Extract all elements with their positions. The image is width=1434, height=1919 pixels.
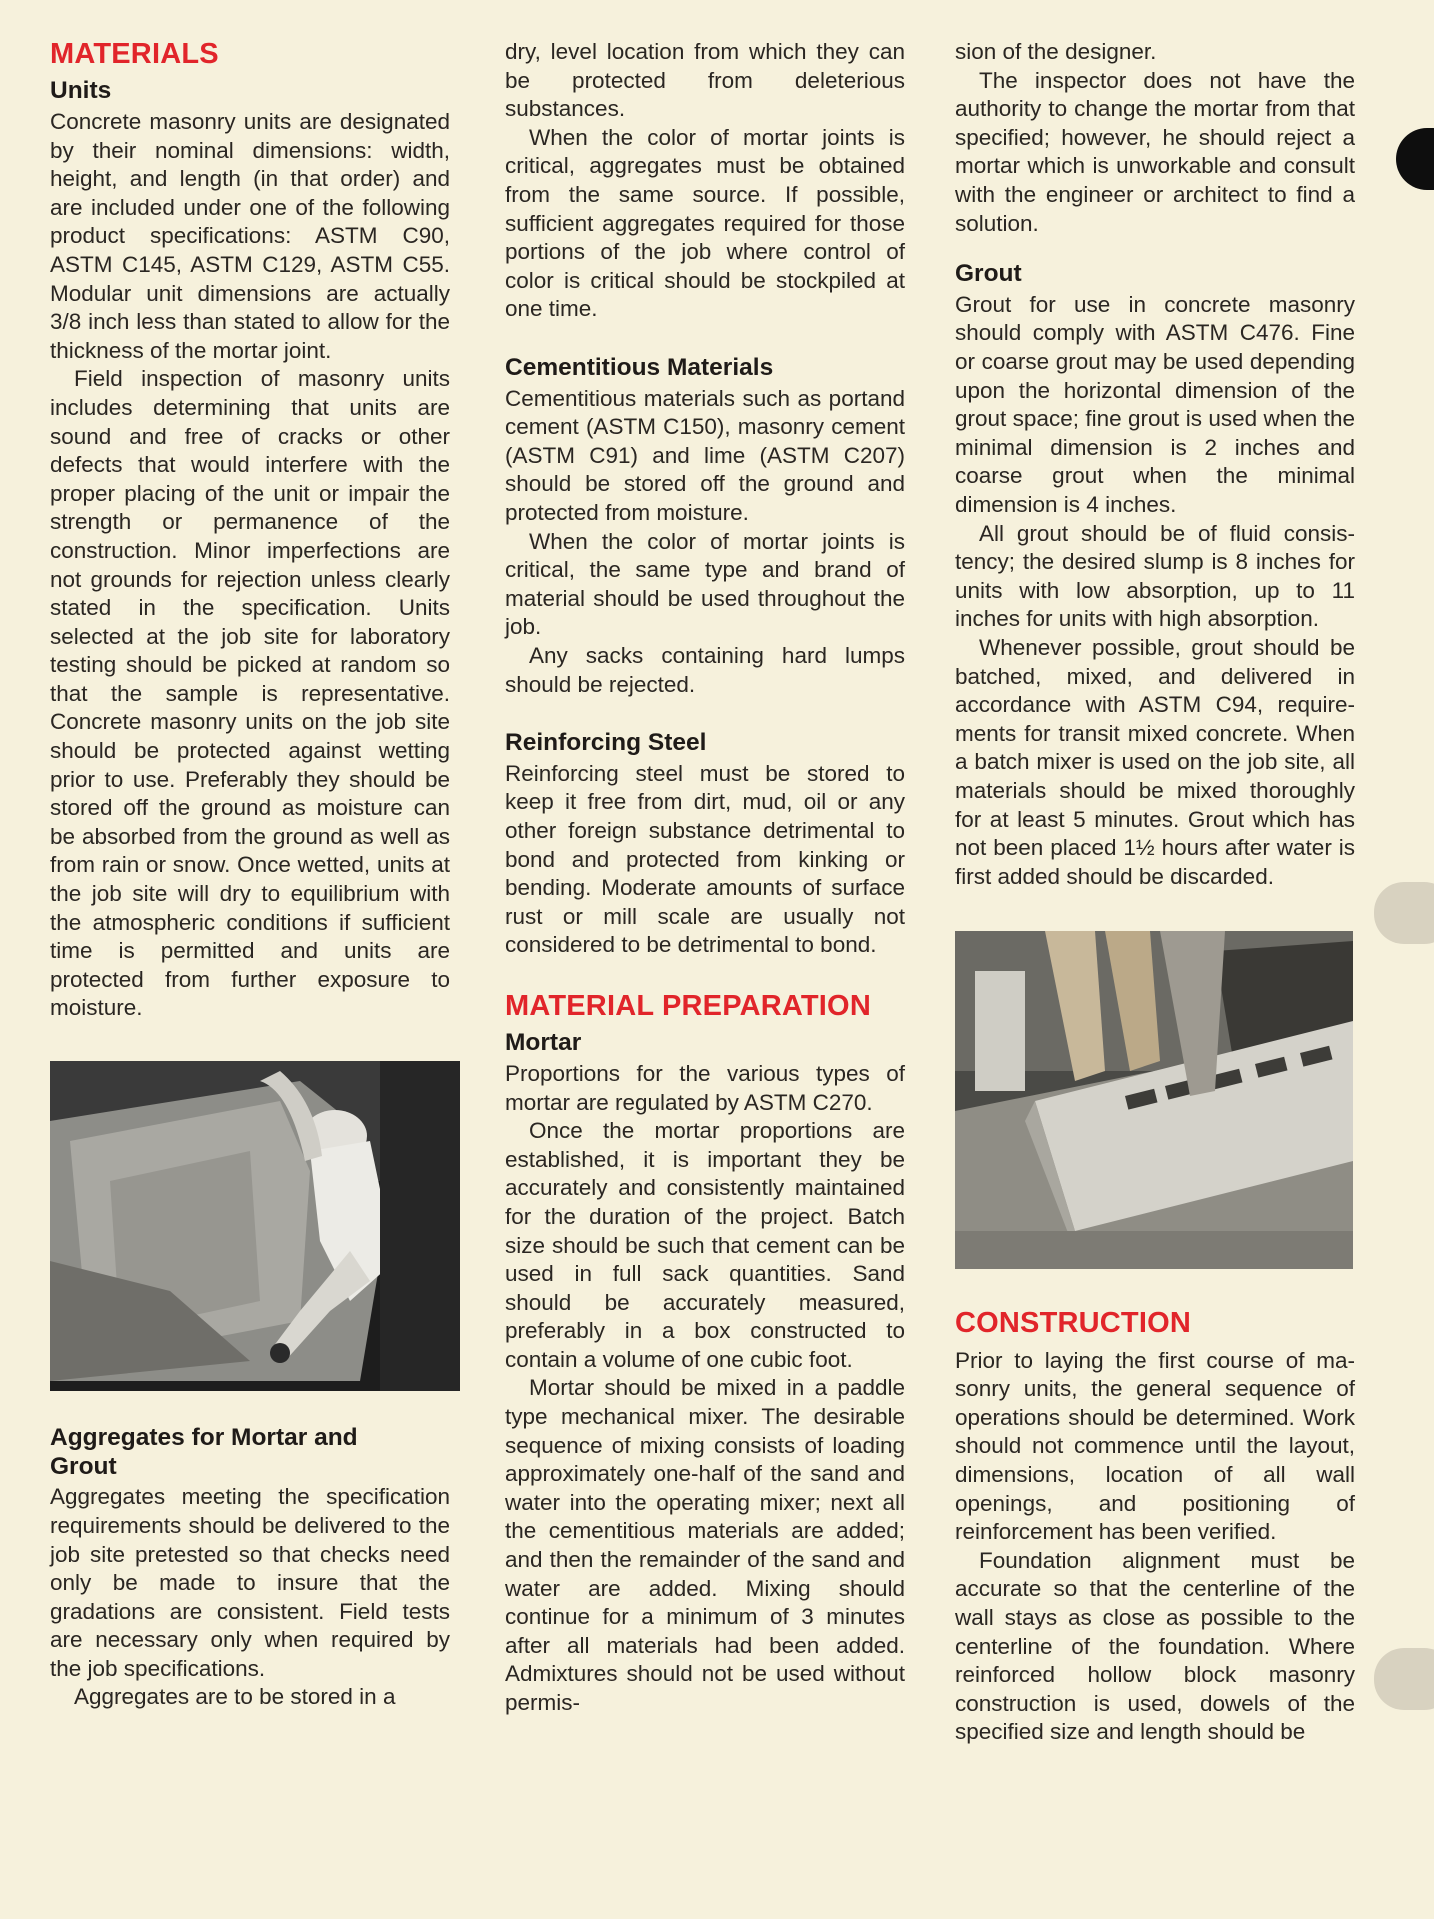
cementitious-heading: Cementitious Materials xyxy=(505,353,774,381)
edge-tab-grey-1 xyxy=(1374,882,1434,944)
covered-masonry-units-photo xyxy=(50,1061,460,1391)
aggregates-heading xyxy=(50,1424,450,1481)
aggregates-paragraph-2-continued: dry, level location from which they can be protected from deleterious substances. xyxy=(505,39,905,122)
cementitious-paragraph-1: Cementitious materials such as portand cement (ASTM C150), masonry cement (ASTM C91) and lime (ASTM C207) should be stored off the ground and protected from moisture. xyxy=(505,385,905,525)
edge-tab-black xyxy=(1396,128,1434,190)
mortar-heading: Mortar xyxy=(505,1029,582,1057)
construction-heading: CONSTRUCTION xyxy=(955,1307,1192,1340)
grout-heading: Grout xyxy=(955,260,1022,288)
reinforcing-heading: Reinforcing Steel xyxy=(505,729,707,757)
materials-heading: MATERIALS xyxy=(50,38,219,70)
reinforcing-paragraph-1: Reinforcing steel must be stored to keep it free from dirt, mud, oil or any other foreign substance detrimental to bond and protected from kinking or bending. Moderate amounts of surface rust or mill scale are usually not considered to be detrimental to bond. xyxy=(505,760,905,958)
grout-paragraph-3: Whenever possible, grout should be batched, mixed, and delivered in accordance with ASTM C94, requirements for transit mixed concrete. When a batch mixer is used on the job site, all materials should be mixed thoroughly for at least 5 minutes. Grout which has not been placed 1½ hours after water is first added should be discarded. xyxy=(955,634,1355,889)
cementitious-paragraph-3: Any sacks containing hard lumps should be rejected. xyxy=(505,642,905,697)
column-2 xyxy=(505,38,905,1718)
material-preparation-heading: MATERIAL PREPARATION xyxy=(505,989,871,1022)
grout-paragraph-2: All grout should be of fluid consistency; the desired slump is 8 inches for units with low absorption, up to 11 inches for units with high absorption. xyxy=(955,520,1355,632)
foundation-blocks-photo xyxy=(955,931,1353,1269)
mortar-paragraph-1: Proportions for the various types of mortar are regulated by ASTM C270. xyxy=(505,1060,905,1115)
covered-units-illustration xyxy=(50,1061,460,1391)
units-heading: Units xyxy=(50,77,112,105)
mortar-paragraph-2: Once the mortar proportions are established, it is important they be accurately and consistently maintained for the duration of the project. Batch size should be such that cement can be used in full sack quantities. Sand should be accurately measured, preferably in a box constructed to contain a volume of one cubic foot. xyxy=(505,1118,905,1372)
aggregates-heading-line-1: Aggregates for Mortar and xyxy=(50,1424,358,1451)
mortar-paragraph-4: The inspector does not have the authority to change the mortar from that specified; however, he should reject a mortar which is unworkable and consult with the engineer or architect to find a solution. xyxy=(955,67,1355,236)
aggregates-paragraph-2: Aggregates are to be stored in a xyxy=(74,1684,396,1710)
edge-tab-grey-2 xyxy=(1374,1648,1434,1710)
cementitious-paragraph-2: When the color of mortar joints is critical, the same type and brand of material should be used throughout the job. xyxy=(505,528,905,640)
aggregates-paragraph-3: When the color of mortar joints is critical, aggregates must be obtained from the same source. If possible, sufficient aggregates required for those portions of the job where control of color is critical should be stockpiled at one time. xyxy=(505,124,905,322)
concrete-blocks-illustration xyxy=(955,931,1353,1269)
column-1 xyxy=(50,38,450,1712)
units-paragraph-1: Concrete masonry units are designated by their nominal dimensions: width, height, and length (in that order) and are included under one of the following product specifications: ASTM C90, ASTM C145, ASTM C129, ASTM C55. Modular unit dimensions are actually 3/8 inch less than stated to allow for the thickness of the mortar joint. xyxy=(50,109,450,363)
construction-paragraph-1: Prior to laying the first course of masonry units, the general sequence of operations should be determined. Work should not commence until the layout, dimensions, location of all wall openings, and positioning of reinforcement has been verified. xyxy=(955,1347,1355,1545)
grout-paragraph-1: Grout for use in concrete masonry should comply with ASTM C476. Fine or coarse grout may be used depending upon the horizontal dimension of the grout space; fine grout is used when the minimal dimension is 2 inches and coarse grout when the minimal dimension is 4 inches. xyxy=(955,291,1355,517)
mortar-paragraph-3: Mortar should be mixed in a paddle type mechanical mixer. The desirable sequence of mixing consists of loading approximately one-half of the sand and water into the operating mixer; next all the cementitious materials are added; and then the remainder of the sand and water are added. Mixing should continue for a minimum of 3 minutes after all materials had been added. Admixtures should not be used without permis- xyxy=(505,1375,905,1715)
mortar-paragraph-3-continued: sion of the designer. xyxy=(955,39,1157,64)
column-3 xyxy=(955,38,1355,1747)
construction-paragraph-2: Foundation alignment must be accurate so that the centerline of the wall stays as close as possible to the centerline of the foundation. Where reinforced hollow block masonry construction is used, dowels of the specified size and length should be xyxy=(955,1547,1355,1745)
units-paragraph-2: Field inspection of masonry units includes determining that units are sound and free of cracks or other defects that would interfere with the proper placing of the unit or impair the strength or permanence of the construction. Minor imperfections are not grounds for rejection unless clearly stated in the specification. Units selected at the job site for laboratory testing should be picked at random so that the sample is representative. Concrete masonry units on the job site should be protected against wetting prior to use. Preferably they should be stored off the ground as moisture can be absorbed from the ground as well as from rain or snow. Once wetted, units at the job site will dry to equilibrium with the atmospheric conditions if sufficient time is permitted and units are protected from further exposure to moisture. xyxy=(50,366,450,1021)
aggregates-heading-line-2: Grout xyxy=(50,1452,117,1480)
aggregates-paragraph-1: Aggregates meeting the specification requirements should be delivered to the job site pretested so that checks need only be made to insure that the gradations are consistent. Field tests are necessary only when required by the job specifications. xyxy=(50,1484,450,1681)
